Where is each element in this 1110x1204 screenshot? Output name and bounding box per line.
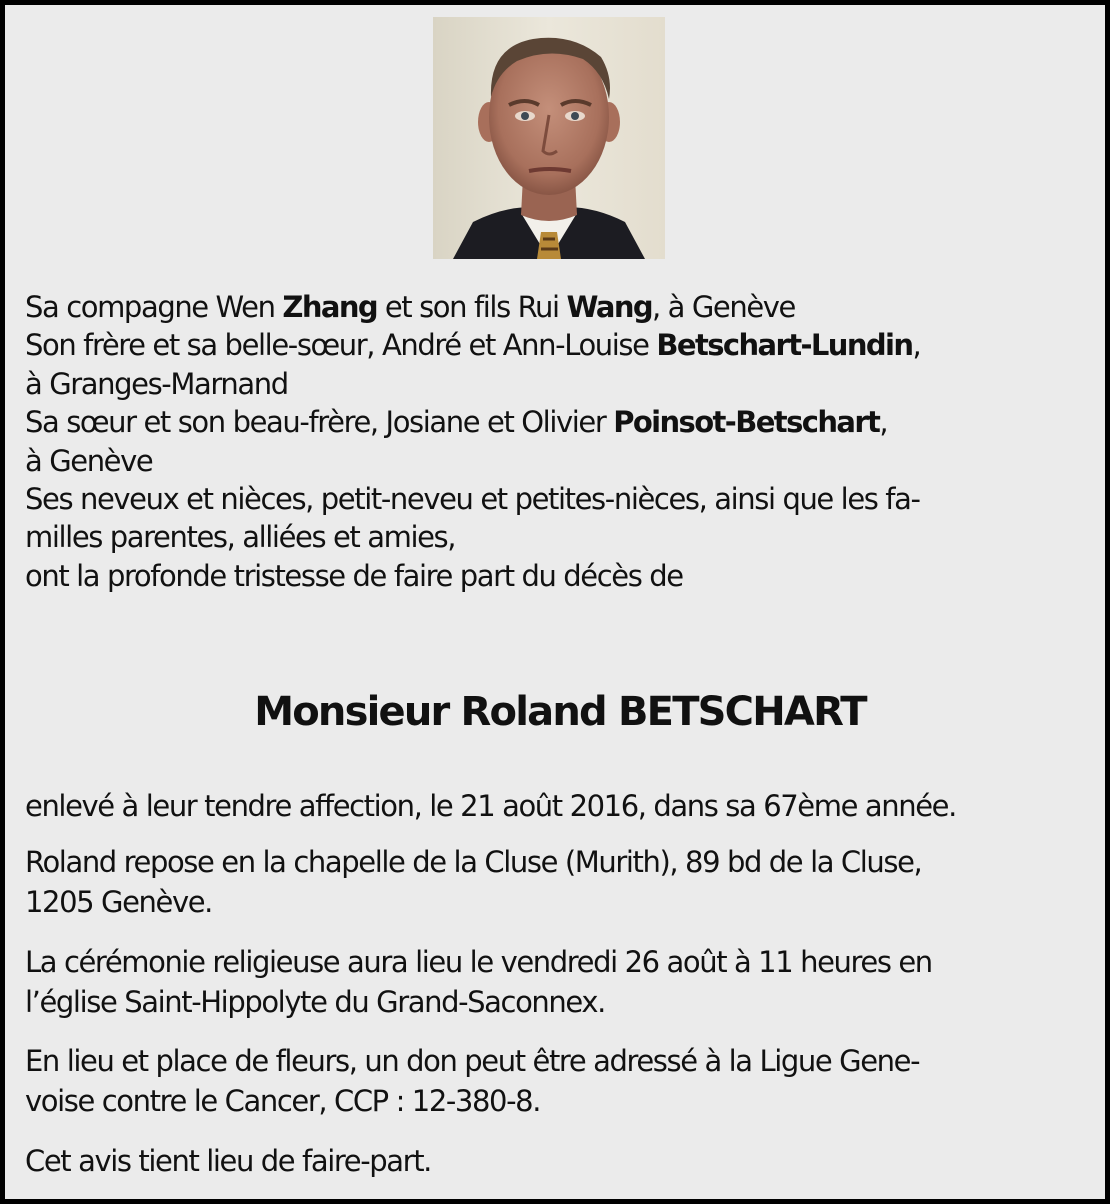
family-name-wang: Wang <box>566 290 653 324</box>
detail-ceremony: La cérémonie religieuse aura lieu le vendredi 26 août à 11 heures en l’église Saint-Hippolyte du Grand-Saconnex. <box>25 945 932 1019</box>
family-line-brother: Son frère et sa belle-sœur, André et Ann-Louise Betschart-Lundin, <box>25 328 921 363</box>
family-name-betschart-lundin: Betschart-Lundin <box>656 328 913 363</box>
detail-donation: En lieu et place de fleurs, un don peut être adressé à la Ligue Gene- voise contre le Cancer, CCP : 12-380-8. <box>25 1044 920 1118</box>
detail-notice: Cet avis tient lieu de faire-part. <box>25 1144 431 1178</box>
family-line-sister: Sa sœur et son beau-frère, Josiane et Olivier Poinsot-Betschart, <box>25 405 888 440</box>
detail-date: enlevé à leur tendre affection, le 21 août 2016, dans sa 67ème année. <box>25 789 956 823</box>
family-list <box>25 288 1105 595</box>
family-name-zhang: Zhang <box>282 290 378 324</box>
family-line-companion: Sa compagne Wen Zhang et son fils Rui Wang, à Genève <box>25 290 795 324</box>
deceased-name: Monsieur Roland BETSCHART <box>254 689 866 735</box>
family-line-relatives-cont: milles parentes, alliées et amies, <box>25 520 456 555</box>
family-name-poinsot-betschart: Poinsot-Betschart <box>613 405 880 440</box>
family-line-brother-place: à Granges-Marnand <box>25 366 288 401</box>
portrait-photo <box>433 17 665 259</box>
family-line-announcement: ont la profonde tristesse de faire part du décès de <box>25 558 683 593</box>
family-line-sister-place: à Genève <box>25 443 153 478</box>
detail-repose: Roland repose en la chapelle de la Cluse (Murith), 89 bd de la Cluse, 1205 Genève. <box>25 845 922 919</box>
family-line-relatives: Ses neveux et nièces, petit-neveu et petites-nièces, ainsi que les fa- <box>25 482 920 517</box>
